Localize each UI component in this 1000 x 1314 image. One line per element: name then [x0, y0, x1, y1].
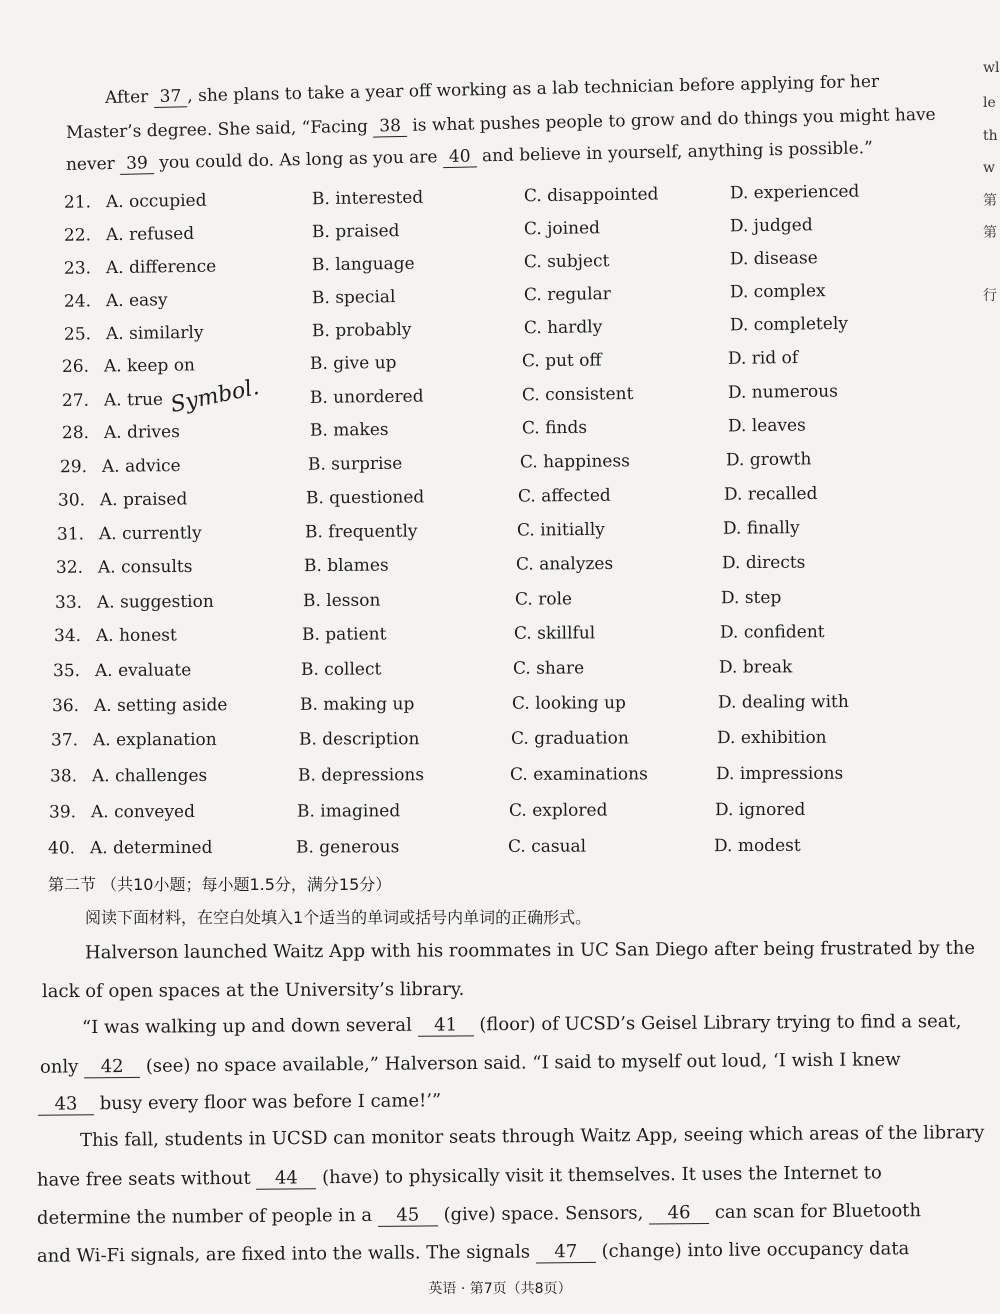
passage-text: (give) space. Sensors, [443, 1202, 644, 1226]
option-d: D. complex [729, 281, 826, 303]
passage-text: you could do. As long as you are [159, 147, 438, 174]
option-a: A. determined [89, 837, 213, 859]
passage-text: determine the number of people in a [36, 1204, 373, 1229]
question-number: 29. [59, 457, 88, 478]
passage-line [42, 979, 464, 1002]
option-d: D. recalled [723, 483, 818, 505]
question-number: 27. [61, 390, 90, 412]
option-d: D. break [718, 657, 793, 678]
option-d: D. impressions [715, 763, 844, 785]
option-d: D. experienced [729, 181, 860, 204]
question-number: 26. [61, 356, 90, 378]
option-c: C. finds [521, 417, 588, 439]
passage-line-1 [105, 72, 879, 109]
option-b: B. description [298, 729, 420, 750]
passage-text: (floor) of UCSD’s Geisel Library trying to find a seat, [479, 1010, 962, 1036]
passage-text: only [39, 1056, 79, 1078]
option-c: C. affected [517, 485, 611, 507]
passage-text: After [104, 87, 149, 108]
question-number: 33. [54, 592, 83, 613]
option-d: D. dealing with [717, 692, 849, 713]
option-c: C. subject [523, 251, 610, 273]
option-a: A. explanation [92, 729, 217, 751]
question-number: 40. [47, 838, 76, 859]
blank-39: 39 [120, 153, 154, 175]
option-d: D. numerous [727, 381, 838, 403]
passage-text: , she plans to take a year off working as a lab technician before applying for her [187, 71, 880, 107]
blank-38: 38 [373, 116, 407, 138]
question-row [56, 552, 876, 588]
passage-line [40, 1049, 901, 1079]
option-c: C. hardly [523, 317, 603, 339]
question-number: 30. [57, 490, 86, 511]
option-a: A. challenges [91, 765, 208, 787]
question-number: 23. [63, 258, 92, 279]
option-d: D. confident [719, 622, 825, 643]
passage-line [37, 1200, 921, 1230]
blank-37: 37 [153, 86, 187, 108]
option-a: A. easy [105, 290, 168, 312]
option-c: C. regular [523, 284, 611, 306]
option-d: D. completely [729, 313, 849, 336]
passage-text: busy every floor was before I came!’” [99, 1090, 442, 1115]
question-number: 24. [63, 291, 92, 312]
question-row [60, 449, 880, 488]
blank-47: 47 [536, 1241, 596, 1264]
option-c: C. casual [507, 836, 587, 857]
option-c: C. disappointed [523, 184, 659, 207]
option-c: C. looking up [511, 693, 626, 714]
option-a: A. refused [105, 223, 195, 246]
question-row [62, 415, 882, 454]
option-a: A. suggestion [96, 591, 214, 613]
option-c: C. share [512, 658, 585, 679]
passage-text: and Wi-Fi signals, are fixed into the walls. The signals [36, 1241, 531, 1267]
blank-45: 45 [378, 1204, 438, 1227]
handwritten-note: Symbol. [168, 374, 262, 419]
option-b: B. makes [309, 419, 389, 441]
passage-line [37, 1238, 910, 1268]
passage-text: is what pushes people to grow and do things you might have [412, 104, 936, 136]
option-b: B. unordered [309, 386, 424, 408]
option-b: B. give up [309, 352, 397, 374]
option-c: C. put off [521, 350, 602, 372]
passage-text: have free seats without [36, 1167, 251, 1191]
passage-text: This fall, students in UCSD can monitor seats through Waitz App, seeing which areas of the library [79, 1122, 985, 1151]
option-b: B. probably [311, 319, 412, 342]
passage-text: never [65, 153, 116, 175]
option-d: D. rid of [727, 348, 799, 369]
option-a: A. evaluate [94, 660, 192, 681]
option-c: C. skillful [513, 623, 596, 644]
option-a: A. setting aside [93, 695, 228, 716]
question-row [51, 728, 881, 761]
option-a: A. consults [97, 556, 193, 578]
passage-text: and believe in yourself, anything is possible.” [481, 138, 874, 167]
edge-fragment: th [983, 128, 998, 144]
option-c: C. consistent [521, 384, 634, 406]
edge-fragment: 第 [983, 193, 997, 209]
option-b: B. praised [311, 221, 400, 243]
passage-text: can scan for Bluetooth [714, 1200, 922, 1223]
page-footer: 英语 · 第7页（共8页） [428, 1281, 572, 1297]
option-d: D. leaves [727, 415, 806, 437]
passage-line-3 [66, 138, 873, 176]
passage-text: “I was walking up and down several [81, 1014, 412, 1039]
option-d: D. modest [713, 835, 801, 857]
question-row [50, 764, 880, 797]
option-d: D. disease [729, 248, 818, 270]
passage-line [85, 938, 975, 964]
option-a: A. keep on [103, 355, 196, 377]
option-d: D. growth [725, 449, 812, 471]
option-c: C. initially [516, 519, 605, 541]
option-d: D. exhibition [716, 727, 827, 749]
option-c: C. graduation [510, 728, 629, 749]
question-row [54, 622, 874, 656]
option-b: B. interested [311, 187, 424, 210]
option-b: B. lesson [302, 590, 381, 612]
edge-fragment: w [983, 160, 995, 176]
question-row [57, 517, 877, 554]
blank-40: 40 [443, 146, 477, 168]
option-c: C. happiness [519, 451, 630, 473]
question-number: 39. [48, 802, 77, 823]
option-a: A. drives [103, 422, 180, 443]
option-a: A. conveyed [90, 801, 196, 823]
option-b: B. depressions [297, 765, 425, 786]
option-a: A. similarly [105, 322, 204, 345]
passage-line-2 [66, 105, 936, 144]
blank-44: 44 [256, 1167, 316, 1190]
option-a: A. true [103, 389, 164, 411]
option-a: A. praised [99, 489, 188, 511]
question-number: 38. [49, 766, 78, 787]
question-number: 22. [63, 225, 92, 246]
option-d: D. finally [722, 518, 800, 539]
option-d: D. ignored [714, 799, 806, 821]
section-instruction: 阅读下面材料，在空白处填入1个适当的单词或括号内单词的正确形式。 [85, 908, 592, 927]
blank-41: 41 [417, 1014, 473, 1036]
passage-text: Halverson launched Waitz App with his roommates in UC San Diego after being frustrated by the [84, 937, 976, 964]
option-b: B. collect [300, 659, 382, 680]
passage-line [80, 1122, 985, 1151]
option-c: C. examinations [509, 764, 648, 785]
option-b: B. frequently [304, 521, 418, 543]
question-number: 21. [63, 192, 92, 213]
option-a: A. occupied [105, 190, 207, 213]
edge-fragment: 第 [983, 225, 997, 241]
question-row [55, 587, 875, 623]
option-b: B. imagined [296, 801, 401, 822]
passage-line [37, 1162, 882, 1191]
question-row [52, 692, 882, 726]
option-d: D. directs [721, 552, 806, 574]
option-c: C. joined [523, 218, 601, 240]
blank-43: 43 [38, 1093, 94, 1115]
passage-text: Master’s degree. She said, “Facing [65, 116, 369, 143]
option-b: B. surprise [307, 453, 403, 475]
option-a: A. difference [105, 256, 217, 279]
option-d: D. judged [729, 215, 813, 237]
edge-fragment: wl [983, 60, 1000, 76]
question-number: 34. [53, 626, 82, 647]
blank-46: 46 [649, 1202, 709, 1225]
option-c: C. explored [508, 800, 608, 821]
option-a: A. honest [95, 625, 177, 646]
option-b: B. language [311, 253, 415, 276]
option-d: D. step [720, 587, 782, 609]
question-number: 37. [50, 730, 79, 751]
question-number: 32. [55, 557, 84, 578]
option-c: C. analyzes [515, 553, 614, 575]
passage-line [82, 1011, 962, 1039]
question-number: 25. [63, 324, 92, 345]
option-b: B. generous [295, 837, 400, 858]
option-b: B. questioned [305, 487, 425, 509]
option-c: C. role [514, 589, 573, 610]
blank-42: 42 [84, 1056, 140, 1078]
option-a: A. advice [101, 456, 181, 477]
option-b: B. blames [303, 555, 389, 577]
option-b: B. making up [299, 694, 415, 715]
passage-text: (have) to physically visit it themselves. It uses the Internet to [322, 1162, 882, 1189]
passage-text: (change) into live occupancy data [601, 1238, 910, 1262]
option-a: A. currently [98, 523, 202, 545]
question-row [49, 800, 879, 833]
option-b: B. patient [301, 624, 387, 645]
passage-text: lack of open spaces at the University’s library. [41, 978, 465, 1003]
question-row [53, 657, 878, 691]
question-row [48, 836, 878, 869]
question-number: 35. [52, 661, 81, 682]
question-number: 28. [61, 423, 90, 444]
option-b: B. special [311, 287, 396, 309]
passage-line [38, 1090, 441, 1116]
section-heading: 第二节 （共10小题；每小题1.5分，满分15分） [48, 875, 392, 894]
passage-text: (see) no space available,” Halverson said. “I said to myself out loud, ‘I wish I knew [145, 1049, 901, 1077]
question-number: 36. [51, 696, 80, 717]
question-number: 31. [56, 524, 85, 545]
edge-fragment: 行 [983, 288, 997, 304]
question-row [58, 483, 878, 520]
edge-fragment: le [983, 95, 996, 111]
